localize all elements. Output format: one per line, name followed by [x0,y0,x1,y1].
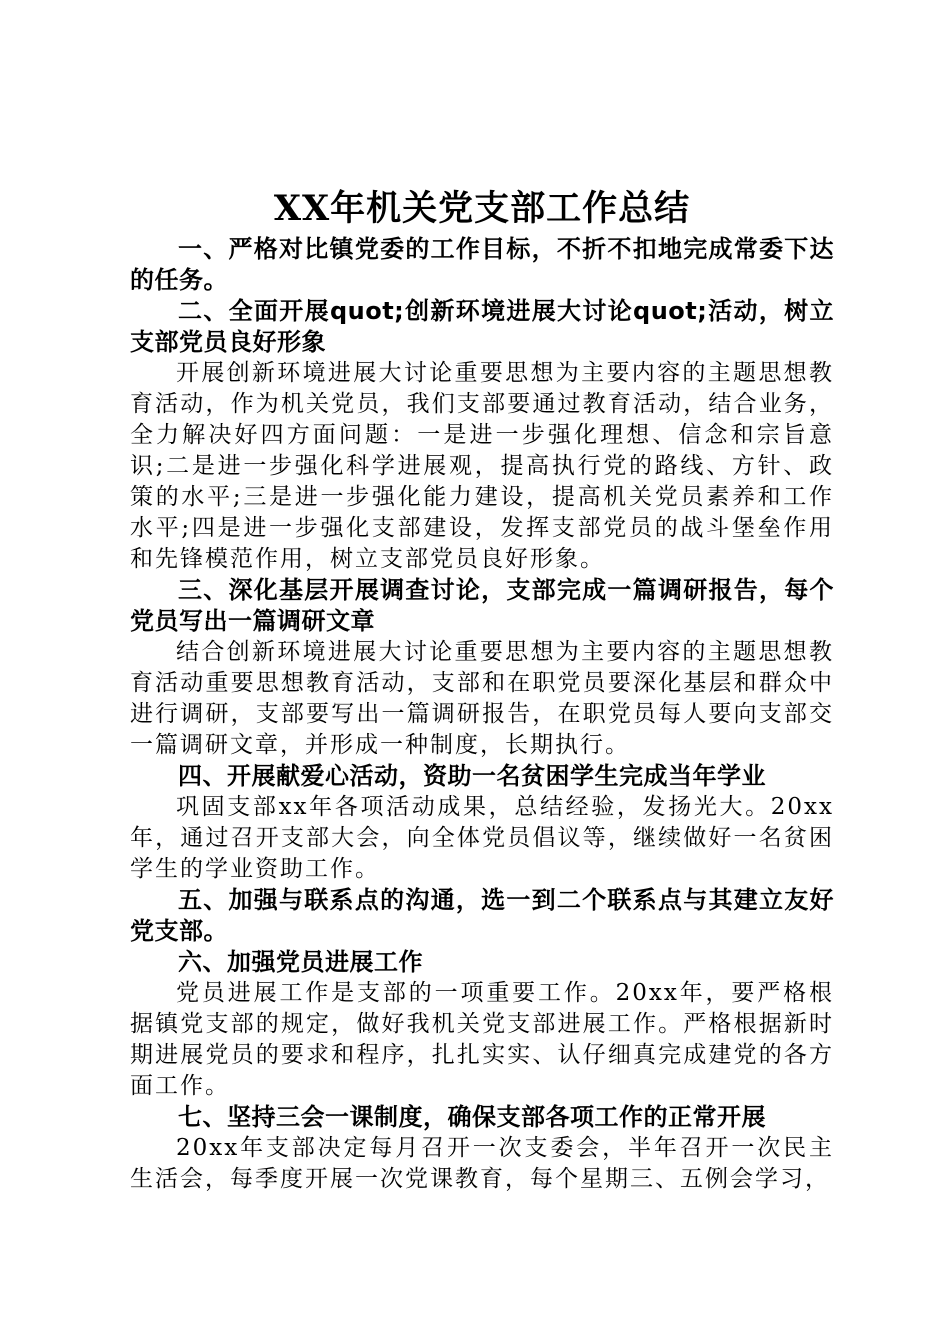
section-heading-4: 四、开展献爱心活动，资助一名贫困学生完成当年学业 [178,762,766,790]
section-heading-2: 二、全面开展quot;创新环境进展大讨论quot;活动，树立支部党员良好形象 [130,297,834,356]
section-heading-6: 六、加强党员进展工作 [178,948,423,976]
document-title: XX年机关党支部工作总结 [273,188,691,229]
section-paragraph-6: 党员进展工作是支部的一项重要工作。20xx年，要严格根据镇党支部的规定，做好我机关党支部进展工作。严格根据新时期进展党员的要求和程序，扎扎实实、认仔细真完成建党的各方面工作。 [130,980,834,1099]
section-paragraph-7: 20xx年支部决定每月召开一次支委会，半年召开一次民主生活会，每季度开展一次党课教育，每个星期三、五例会学习， [130,1135,834,1192]
section-paragraph-2: 开展创新环境进展大讨论重要思想为主要内容的主题思想教育活动，作为机关党员，我们支部要通过教育活动，结合业务，全力解决好四方面问题：一是进一步强化理想、信念和宗旨意识;二是进一步强化科学进展观，提高执行党的路线、方针、政策的水平;三是进一步强化能力建设，提高机关党员素养和工作水平;四是进一步强化支部建设，发挥支部党员的战斗堡垒作用和先锋模范作用，树立支部党员良好形象。 [130,360,834,572]
section-heading-7: 七、坚持三会一课制度，确保支部各项工作的正常开展 [178,1103,766,1131]
section-heading-5: 五、加强与联系点的沟通，选一到二个联系点与其建立友好党支部。 [130,886,834,945]
section-heading-1: 一、严格对比镇党委的工作目标，不折不扣地完成常委下达的任务。 [130,235,834,294]
document-page [130,186,834,1195]
section-heading-3: 三、深化基层开展调查讨论，支部完成一篇调研报告，每个党员写出一篇调研文章 [130,576,834,635]
section-paragraph-4: 巩固支部xx年各项活动成果，总结经验，发扬光大。20xx年，通过召开支部大会，向全体党员倡议等，继续做好一名贫困学生的学业资助工作。 [130,794,834,882]
section-paragraph-3: 结合创新环境进展大讨论重要思想为主要内容的主题思想教育活动重要思想教育活动，支部和在职党员要深化基层和群众中进行调研，支部要写出一篇调研报告，在职党员每人要向支部交一篇调研文章，并形成一种制度，长期执行。 [130,639,834,758]
